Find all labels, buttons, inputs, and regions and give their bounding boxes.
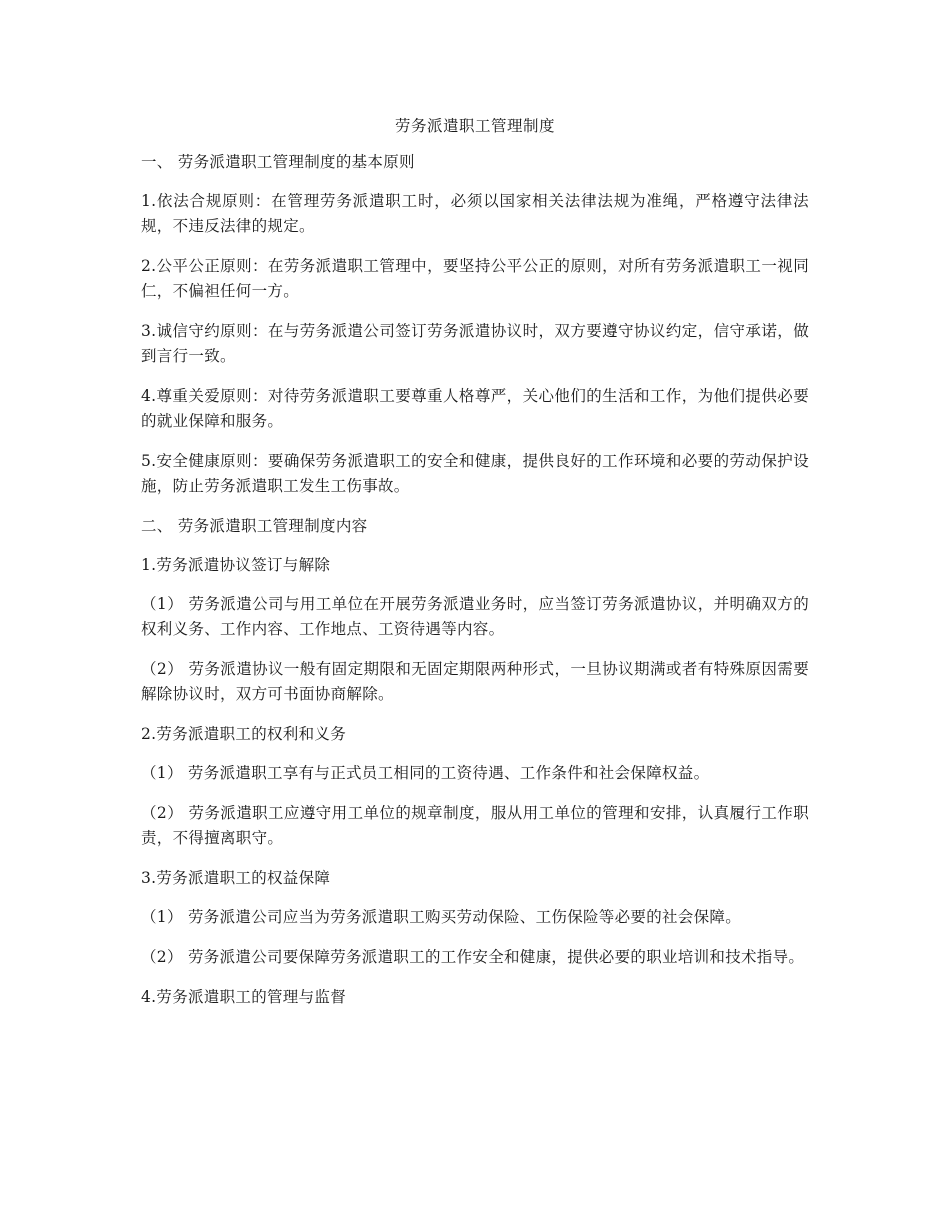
- clause-item: （1） 劳务派遣公司与用工单位在开展劳务派遣业务时，应当签订劳务派遣协议，并明确双方的权利义务、工作内容、工作地点、工资待遇等内容。: [141, 595, 809, 638]
- document-body: [141, 150, 809, 1024]
- clause-item: （1） 劳务派遣公司应当为劳务派遣职工购买劳动保险、工伤保险等必要的社会保障。: [141, 908, 741, 926]
- principle-item-1: 1.依法合规原则：在管理劳务派遣职工时，必须以国家相关法律法规为准绳，严格遵守法律法规，不违反法律的规定。: [141, 192, 809, 235]
- section-heading-1: 一、 劳务派遣职工管理制度的基本原则: [141, 153, 415, 171]
- subsection-heading-3: 3.劳务派遣职工的权益保障: [141, 869, 331, 887]
- clause-item: （1） 劳务派遣职工享有与正式员工相同的工资待遇、工作条件和社会保障权益。: [141, 764, 710, 782]
- document-title: 劳务派遣职工管理制度: [394, 117, 555, 135]
- section-heading-2: 二、 劳务派遣职工管理制度内容: [141, 517, 368, 535]
- principle-item-3: 3.诚信守约原则：在与劳务派遣公司签订劳务派遣协议时，双方要遵守协议约定，信守承诺，做到言行一致。: [141, 322, 809, 365]
- principle-item-5: 5.安全健康原则：要确保劳务派遣职工的安全和健康，提供良好的工作环境和必要的劳动保护设施，防止劳务派遣职工发生工伤事故。: [141, 452, 809, 495]
- subsection-heading-2: 2.劳务派遣职工的权利和义务: [141, 725, 346, 743]
- clause-item: （2） 劳务派遣职工应遵守用工单位的规章制度，服从用工单位的管理和安排，认真履行工作职责，不得擅离职守。: [141, 804, 809, 847]
- subsection-heading-4: 4.劳务派遣职工的管理与监督: [141, 988, 346, 1006]
- principle-item-2: 2.公平公正原则：在劳务派遣职工管理中，要坚持公平公正的原则，对所有劳务派遣职工一视同仁，不偏袒任何一方。: [141, 257, 809, 300]
- principle-item-4: 4.尊重关爱原则：对待劳务派遣职工要尊重人格尊严，关心他们的生活和工作，为他们提供必要的就业保障和服务。: [141, 387, 809, 430]
- clause-item: （2） 劳务派遣公司要保障劳务派遣职工的工作安全和健康，提供必要的职业培训和技术指导。: [141, 948, 805, 966]
- subsection-heading-1: 1.劳务派遣协议签订与解除: [141, 556, 331, 574]
- clause-item: （2） 劳务派遣协议一般有固定期限和无固定期限两种形式，一旦协议期满或者有特殊原因需要解除协议时，双方可书面协商解除。: [141, 660, 809, 703]
